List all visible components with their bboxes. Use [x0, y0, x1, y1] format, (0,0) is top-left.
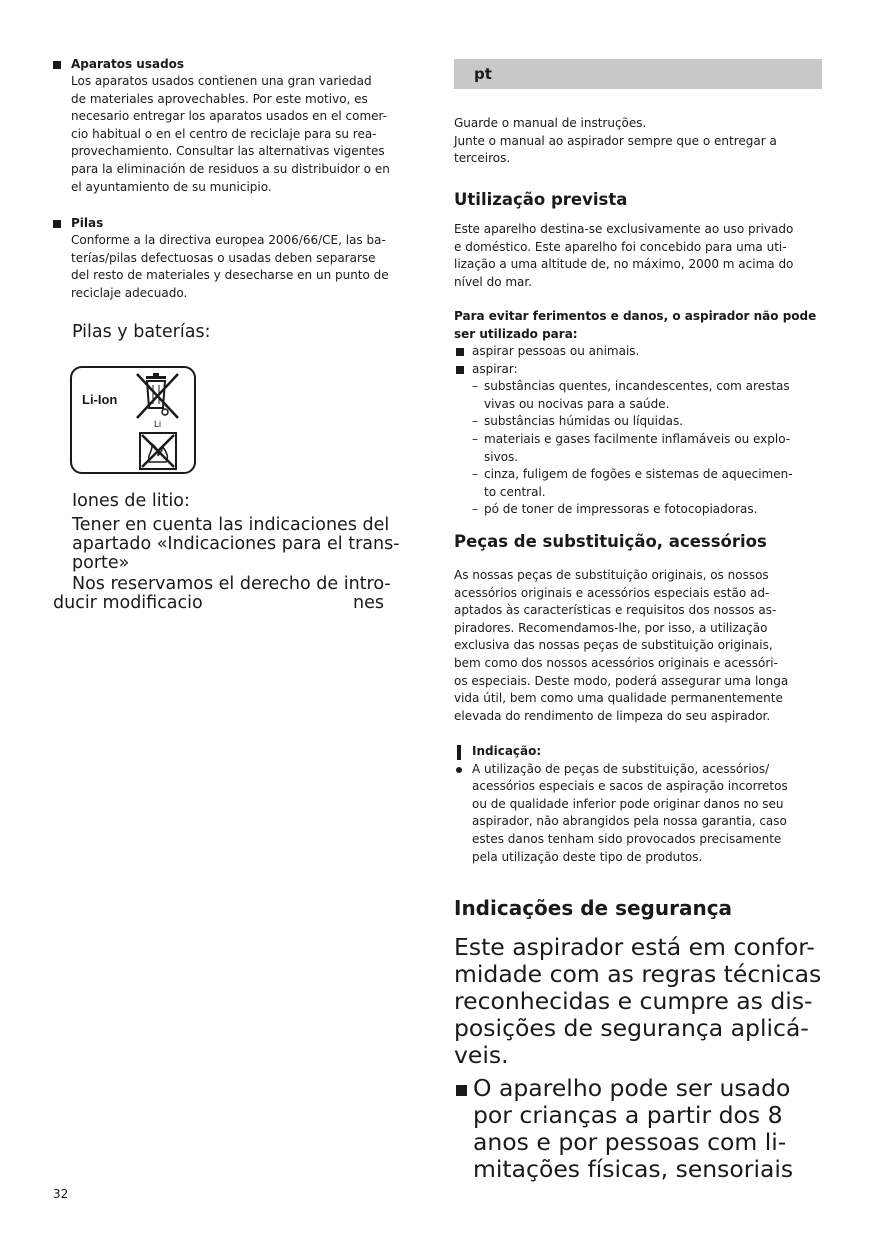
intro-text: Guarde o manual de instruções. Junte o manual ao aspirador sempre que o entregar a terceiros.: [454, 116, 777, 166]
warning-intro: Para evitar ferimentos e danos, o aspirador não pode ser utilizado para:: [454, 309, 817, 341]
bullet-square-icon: [456, 366, 464, 374]
forbidden-list: [454, 343, 822, 519]
pecas-heading: Peças de substituição, acessórios: [454, 532, 767, 551]
nos-line-2b: nes: [353, 593, 384, 613]
note-block: [472, 743, 822, 866]
tener-text: Tener en cuenta las indicaciones del apartado «Indicaciones para el trans- porte»: [72, 515, 400, 573]
nos-line-1: Nos reservamos el derecho de intro-: [72, 574, 391, 594]
language-bar: [454, 59, 822, 89]
nos-line-2a: ducir modificacio: [53, 593, 203, 613]
seguranca-bullet: O aparelho pode ser usado por crianças a partir dos 8 anos e por pessoas com li- mitações físicas, sensoriais: [454, 1075, 822, 1183]
sub-list-item: – materiais e gases facilmente inflamáveis ou explo- sivos.: [472, 431, 791, 464]
battery-disposal-icon-box: [70, 366, 196, 474]
pilas-title: Pilas: [71, 216, 104, 230]
aparatos-usados-section: [53, 56, 420, 196]
bullet-square-icon: [456, 348, 464, 356]
pecas-text: As nossas peças de substituição originais, os nossos acessórios originais e acessórios especiais estão ad- aptados às características e requisitos dos nossos as- piradores. Recomendamos-lhe, por isso, a utilização exclusiva das nossas peças de substituição originais, bem como dos nossos acessórios originais e acessóri- os especiais. Deste modo, poderá assegurar uma longa vida útil, bem como uma qualidade permanentemente elevada do rendimento de limpeza do seu aspirador.: [454, 568, 789, 723]
sub-list-item: – substâncias quentes, incandescentes, com arestas vivas ou nocivas para a saúde.: [472, 379, 790, 411]
pilas-text: Conforme a la directiva europea 2006/66/CE, las ba- terías/pilas defectuosas o usadas deben separarse del resto de materiales y desecharse en un punto de reciclaje adecuado.: [71, 233, 389, 300]
seguranca-heading: Indicações de segurança: [454, 896, 733, 920]
aparatos-text: Los aparatos usados contienen una gran variedad de materiales aprovechables. Por este motivo, es necesario entregar los aparatos usados en el comer- cio habitual o en el centro de reciclaje para su rea- provechamiento. Consultar las alternativas vigentes para la eliminación de residuos a su distribuidor o en el ayuntamiento de su municipio.: [71, 74, 390, 194]
iones-label: Iones de litio:: [72, 491, 190, 511]
language-label: pt: [474, 65, 492, 83]
pilas-section: [53, 215, 420, 302]
no-fire-icon: [139, 432, 177, 470]
page-number: 32: [53, 1187, 69, 1201]
aparatos-title: Aparatos usados: [71, 57, 185, 71]
list-item: aspirar:: [454, 361, 822, 379]
utilizacao-heading: Utilização prevista: [454, 190, 628, 209]
exclamation-icon: [454, 745, 464, 775]
crossed-out-bin-icon: [134, 372, 182, 424]
pilas-baterias-label: Pilas y baterías:: [72, 322, 211, 342]
seguranca-paragraph: Este aspirador está em confor- midade com as regras técnicas reconhecidas e cumpre as dis- posições de segurança aplicá- veis.: [454, 933, 822, 1069]
sub-list-item: – substâncias húmidas ou líquidas.: [472, 414, 684, 429]
liion-label: Li-Ion: [82, 392, 118, 407]
list-item: aspirar pessoas ou animais.: [454, 343, 822, 361]
bullet-square-icon: [456, 1085, 467, 1096]
bullet-square-icon: [53, 61, 61, 69]
utilizacao-text: Este aparelho destina-se exclusivamente ao uso privado e doméstico. Este aparelho foi concebido para uma uti- lização a uma altitude de, no máximo, 2000 m acima do nível do mar.: [454, 222, 794, 289]
note-title: Indicação:: [472, 744, 542, 758]
sub-list-item: – pó de toner de impressoras e fotocopiadoras.: [472, 502, 758, 517]
li-label: Li: [154, 419, 162, 429]
sub-list-item: – cinza, fuligem de fogões e sistemas de aquecimen- to central.: [472, 467, 793, 499]
bullet-square-icon: [53, 220, 61, 228]
note-text: A utilização de peças de substituição, acessórios/ acessórios especiais e sacos de aspiração incorretos ou de qualidade inferior pode originar danos no seu aspirador, não abrangidos pela nossa garantia, caso estes danos tenham sido provocados precisamente pela utilização deste tipo de produtos.: [472, 761, 788, 864]
